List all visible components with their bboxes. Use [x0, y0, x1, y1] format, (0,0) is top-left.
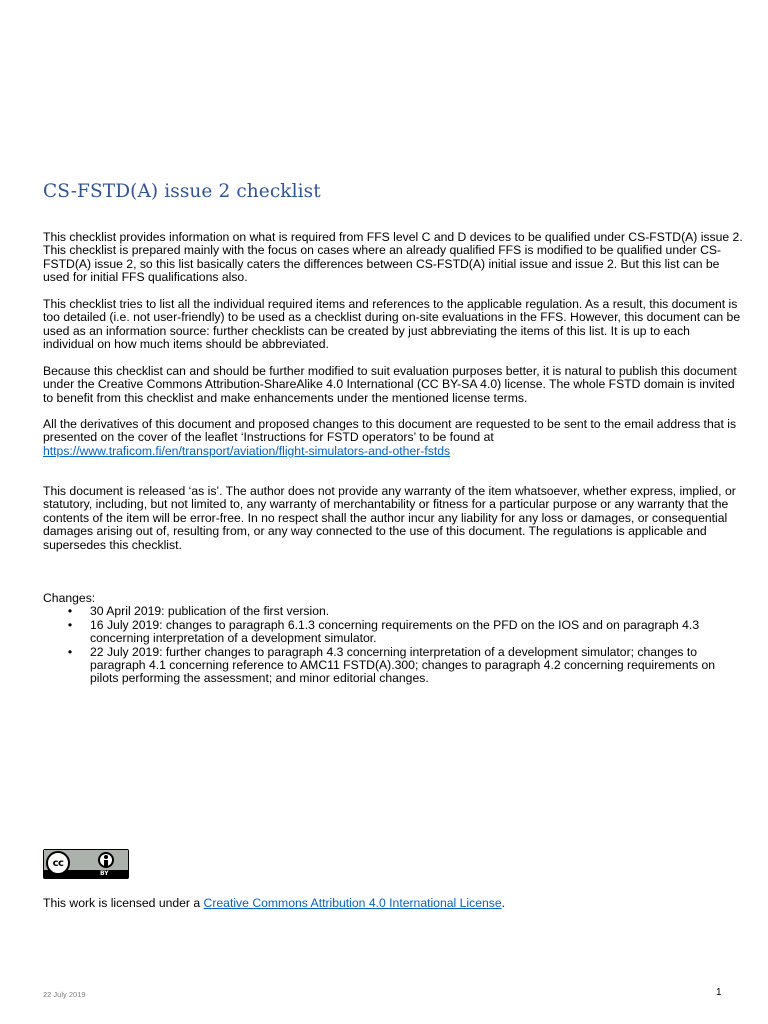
bullet-icon: •: [67, 617, 73, 632]
paragraph-text: This checklist tries to list all the individual required items and references to the applicable regulation. As a result, this document is too detailed (i.e. not user-friendly) to be used as a checklist during on-site evaluations in the FFS. However, this document can be used as an information source: further checklists can be created by just abbreviating the items of this list. It is up to each individual on how much items should be abbreviated.: [43, 297, 741, 352]
page-number: 1: [716, 987, 722, 998]
cc-icon: cc: [46, 851, 70, 875]
license-statement: [43, 896, 505, 910]
list-item: [43, 646, 743, 686]
paragraph-text: This checklist provides information on what is required from FFS level C and D devices to be qualified under CS-FSTD(A) issue 2. This checklist is prepared mainly with the focus on cases where an already qualified FFS is modified to be qualified under CS-FSTD(A) issue 2, so this list basically caters the differences between CS-FSTD(A) initial issue and issue 2. But this list can be used for initial FFS qualifications also.: [43, 230, 743, 285]
contact-paragraph: [43, 418, 743, 458]
by-label: BY: [100, 870, 109, 877]
license-paragraph: [43, 365, 743, 405]
document-title: CS-FSTD(A) issue 2 checklist: [43, 181, 321, 202]
contact-text: All the derivatives of this document and proposed changes to this document are requested to be sent to the email address that is presented on the cover of the leaflet ‘Instructions for FSTD operators’ to be found at: [43, 417, 737, 445]
scope-paragraph: [43, 298, 743, 352]
list-item: [43, 605, 743, 618]
cc-license-link[interactable]: Creative Commons Attribution 4.0 International License: [203, 896, 502, 910]
bullet-icon: •: [67, 604, 73, 619]
changes-list: [43, 605, 743, 685]
disclaimer-paragraph: [43, 485, 743, 552]
changes-section: [43, 592, 743, 686]
paragraph-text: [43, 418, 743, 458]
bullet-icon: •: [67, 644, 73, 659]
footer-date: 22 July 2019: [43, 990, 86, 999]
change-text: 22 July 2019: further changes to paragraph 4.3 concerning interpretation of a development simulator; changes to paragraph 4.1 concerning reference to AMC11 FSTD(A).300; changes to paragraph 4.2 concerning requirements on pilots performing the assessment; and minor editorial changes.: [90, 644, 716, 686]
paragraph-text: Because this checklist can and should be further modified to suit evaluation purposes better, it is natural to publish this document under the Creative Commons Attribution-ShareAlike 4.0 International (CC BY-SA 4.0) license. The whole FSTD domain is invited to benefit from this checklist and make enhancements under the mentioned license terms.: [43, 364, 737, 405]
changes-heading: Changes:: [43, 591, 96, 605]
traficom-link[interactable]: https://www.traficom.fi/en/transport/aviation/flight-simulators-and-other-fstds: [43, 443, 451, 458]
change-text: 30 April 2019: publication of the first version.: [90, 604, 330, 619]
list-item: [43, 619, 743, 646]
change-text: 16 July 2019: changes to paragraph 6.1.3 concerning requirements on the PFD on the IOS and on paragraph 4.3 concerning interpretation of a development simulator.: [90, 617, 700, 646]
intro-paragraph: [43, 231, 743, 285]
license-prefix: This work is licensed under a: [43, 896, 204, 910]
attribution-person-icon: [98, 852, 114, 868]
paragraph-text: This document is released ‘as is’. The author does not provide any warranty of the item whatsoever, whether express, implied, or statutory, including, but not limited to, any warranty of merchantability or fitness for a particular purpose or any warranty that the contents of the item will be error-free. In no respect shall the author incur any liability for any loss or damages, or consequential damages arising out of, resulting from, or any way connected to the use of this document. The regulations is applicable and supersedes this checklist.: [43, 484, 736, 552]
cc-by-license-badge: [43, 849, 129, 879]
license-suffix: .: [501, 896, 506, 910]
